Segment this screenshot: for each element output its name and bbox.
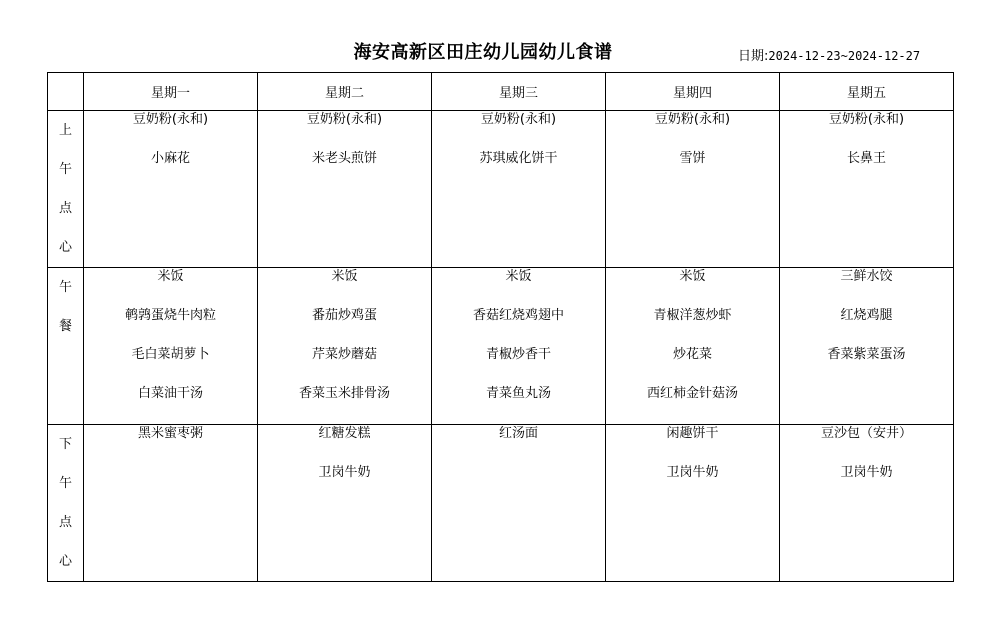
menu-item: 三鲜水饺 bbox=[840, 269, 893, 284]
menu-item: 西红柿金针菇汤 bbox=[646, 386, 738, 401]
meal-label bbox=[48, 425, 84, 582]
day-header: 星期四 bbox=[606, 73, 780, 111]
page-title: 海安高新区田庄幼儿园幼儿食谱 bbox=[353, 42, 613, 63]
menu-item: 豆奶粉(永和) bbox=[828, 112, 905, 127]
meal-label bbox=[48, 111, 84, 268]
meal-label-char: 午 bbox=[58, 280, 72, 295]
menu-cell bbox=[780, 268, 954, 425]
meal-label-char: 心 bbox=[58, 554, 72, 569]
menu-item: 豆奶粉(永和) bbox=[306, 112, 383, 127]
menu-item: 长鼻王 bbox=[846, 151, 886, 166]
menu-item: 香菜紫菜蛋汤 bbox=[827, 347, 906, 362]
date-value: 2024-12-23~2024-12-27 bbox=[768, 49, 921, 63]
menu-item: 闲趣饼干 bbox=[666, 426, 719, 441]
meal-label-char: 午 bbox=[58, 476, 72, 491]
menu-cell bbox=[606, 268, 780, 425]
meal-label-char: 点 bbox=[58, 515, 72, 530]
menu-item: 米饭 bbox=[505, 269, 532, 284]
menu-cell bbox=[84, 111, 258, 268]
header-row bbox=[48, 73, 954, 111]
menu-item: 鹌鹑蛋烧牛肉粒 bbox=[124, 308, 216, 323]
menu-cell bbox=[258, 425, 432, 582]
menu-item: 小麻花 bbox=[150, 151, 190, 166]
menu-item: 芹菜炒蘑菇 bbox=[311, 347, 377, 362]
menu-item: 黑米蜜枣粥 bbox=[137, 426, 203, 441]
menu-item: 苏琪威化饼干 bbox=[479, 151, 558, 166]
menu-cell bbox=[606, 111, 780, 268]
menu-cell bbox=[84, 425, 258, 582]
date-label: 日期: bbox=[738, 49, 769, 64]
meal-row-lunch bbox=[48, 268, 954, 425]
menu-item: 红汤面 bbox=[498, 426, 538, 441]
menu-item: 豆沙包（安井） bbox=[820, 426, 912, 441]
menu-item: 雪饼 bbox=[679, 151, 706, 166]
menu-cell bbox=[432, 268, 606, 425]
meal-label-char: 点 bbox=[58, 201, 72, 216]
menu-item: 豆奶粉(永和) bbox=[654, 112, 731, 127]
menu-item: 米饭 bbox=[157, 269, 184, 284]
meal-label-char: 午 bbox=[58, 162, 72, 177]
menu-item: 白菜油干汤 bbox=[137, 386, 203, 401]
day-header: 星期二 bbox=[258, 73, 432, 111]
menu-item: 毛白菜胡萝卜 bbox=[131, 347, 210, 362]
meal-row-morning-snack bbox=[48, 111, 954, 268]
menu-item: 卫岗牛奶 bbox=[318, 465, 371, 480]
menu-cell bbox=[258, 268, 432, 425]
menu-cell bbox=[780, 425, 954, 582]
menu-cell bbox=[258, 111, 432, 268]
menu-item: 炒花菜 bbox=[672, 347, 712, 362]
menu-cell bbox=[606, 425, 780, 582]
menu-cell bbox=[780, 111, 954, 268]
menu-item: 米老头煎饼 bbox=[311, 151, 377, 166]
menu-item: 青椒洋葱炒虾 bbox=[653, 308, 732, 323]
menu-item: 青椒炒香干 bbox=[485, 347, 551, 362]
date-range bbox=[738, 45, 920, 64]
menu-item: 卫岗牛奶 bbox=[840, 465, 893, 480]
menu-item: 香菇红烧鸡翅中 bbox=[472, 308, 564, 323]
menu-item: 卫岗牛奶 bbox=[666, 465, 719, 480]
menu-item: 豆奶粉(永和) bbox=[480, 112, 557, 127]
corner-cell bbox=[48, 73, 84, 111]
menu-item: 豆奶粉(永和) bbox=[132, 112, 209, 127]
meal-label-char: 下 bbox=[58, 437, 72, 452]
menu-item: 红烧鸡腿 bbox=[840, 308, 893, 323]
menu-item: 米饭 bbox=[679, 269, 706, 284]
menu-item: 香菜玉米排骨汤 bbox=[298, 386, 390, 401]
menu-item: 番茄炒鸡蛋 bbox=[311, 308, 377, 323]
menu-table bbox=[47, 72, 954, 582]
menu-item: 米饭 bbox=[331, 269, 358, 284]
day-header: 星期一 bbox=[84, 73, 258, 111]
menu-cell bbox=[84, 268, 258, 425]
meal-label-char: 餐 bbox=[58, 319, 72, 334]
menu-item: 红糖发糕 bbox=[318, 426, 371, 441]
menu-item: 青菜鱼丸汤 bbox=[485, 386, 551, 401]
menu-cell bbox=[432, 111, 606, 268]
day-header: 星期三 bbox=[432, 73, 606, 111]
day-header: 星期五 bbox=[780, 73, 954, 111]
meal-label bbox=[48, 268, 84, 425]
meal-row-afternoon-snack bbox=[48, 425, 954, 582]
meal-label-char: 上 bbox=[58, 123, 72, 138]
meal-label-char: 心 bbox=[58, 240, 72, 255]
menu-cell bbox=[432, 425, 606, 582]
